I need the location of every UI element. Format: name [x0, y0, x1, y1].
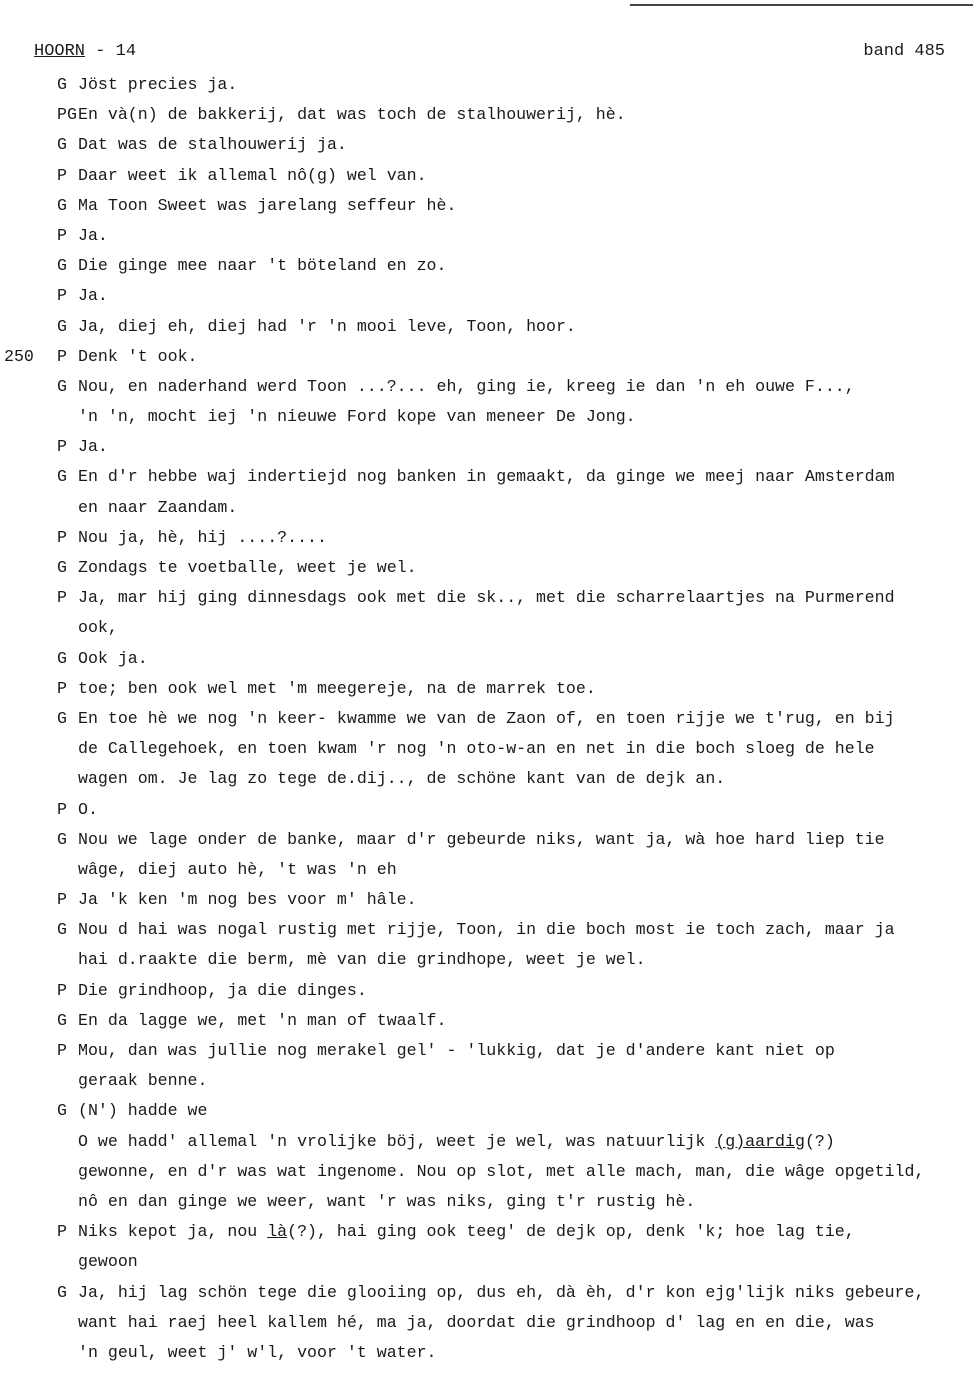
transcript-line: [0, 1308, 973, 1338]
speaker-label: P: [57, 346, 67, 366]
transcript-line: [0, 342, 973, 372]
utterance-text: En và(n) de bakkerij, dat was toch de stalhouwerij, hè.: [78, 105, 626, 125]
speaker-label: P: [57, 1222, 67, 1242]
utterance-text: Ja.: [78, 225, 108, 245]
utterance-text: Denk 't ook.: [78, 346, 198, 366]
transcript-line: [0, 613, 973, 643]
utterance-text: Nou we lage onder de banke, maar d'r gebeurde niks, want ja, wà hoe hard liep tie: [78, 829, 885, 849]
utterance-text: O.: [78, 799, 98, 819]
utterance-text: Die grindhoop, ja die dinges.: [78, 980, 367, 1000]
transcript-line: [0, 1127, 973, 1157]
utterance-text: wâge, diej auto hè, 't was 'n eh: [78, 859, 397, 879]
utterance-text: hai d.raakte die berm, mè van die grindhope, weet je wel.: [78, 950, 646, 970]
utterance-text: gewoon: [78, 1252, 138, 1272]
utterance-text: Jöst precies ja.: [78, 75, 238, 94]
utterance-text: Mou, dan was jullie nog merakel gel' - 'lukkig, dat je d'andere kant niet op: [78, 1041, 835, 1060]
speaker-label: G: [57, 648, 67, 668]
speaker-label: PG: [57, 105, 77, 125]
transcript-line: [0, 855, 973, 885]
transcript-line: [0, 100, 973, 130]
utterance-text: Ook ja.: [78, 648, 148, 668]
transcript-line: [0, 402, 973, 432]
utterance-text: Nou, en naderhand werd Toon ...?... eh, ging ie, kreeg ie dan 'n eh ouwe F...,: [78, 376, 855, 396]
utterance-text: Nou d hai was nogal rustig met rijje, Toon, in die boch most ie toch zach, maar ja: [78, 920, 895, 940]
utterance-text: Daar weet ik allemal nô(g) wel van.: [78, 165, 427, 185]
utterance-text: [78, 1127, 835, 1157]
speaker-label: G: [57, 376, 67, 396]
top-rule: [630, 4, 973, 6]
utterance-text: En toe hè we nog 'n keer- kwamme we van de Zaon of, en toen rijje we t'rug, en bij: [78, 708, 895, 728]
transcript-line: [0, 704, 973, 734]
speaker-label: G: [57, 75, 67, 94]
utterance-text: toe; ben ook wel met 'm meegereje, na de marrek toe.: [78, 678, 596, 698]
transcript-line: [0, 493, 973, 523]
speaker-label: P: [57, 588, 67, 608]
transcript-line: [0, 70, 973, 100]
speaker-label: P: [57, 890, 67, 910]
transcript-line: [0, 191, 973, 221]
transcript-line: [0, 945, 973, 975]
transcript-line: [0, 130, 973, 160]
speaker-label: G: [57, 1010, 67, 1030]
utterance-text: 'n 'n, mocht iej 'n nieuwe Ford kope van meneer De Jong.: [78, 407, 636, 427]
transcript-line: [0, 161, 973, 191]
transcript-line: [0, 885, 973, 915]
transcript: [0, 70, 973, 1368]
speaker-label: P: [57, 437, 67, 457]
transcript-line: [0, 583, 973, 613]
page-header-title: [34, 42, 136, 61]
utterance-fragment: O we hadd' allemal 'n vrolijke böj, weet je wel, was natuurlijk: [78, 1131, 716, 1151]
speaker-label: P: [57, 1041, 67, 1060]
speaker-label: P: [57, 286, 67, 306]
transcript-line: [0, 1036, 973, 1066]
transcript-line: [0, 1338, 973, 1368]
header-page-number: - 14: [85, 42, 137, 61]
transcript-line: [0, 764, 973, 794]
speaker-label: P: [57, 799, 67, 819]
speaker-label: G: [57, 920, 67, 940]
underlined-word: là: [267, 1222, 288, 1242]
header-place: HOORN: [34, 42, 86, 61]
transcript-line: [0, 825, 973, 855]
utterance-text: 'n geul, weet j' w'l, voor 't water.: [78, 1342, 437, 1362]
speaker-label: P: [57, 165, 67, 185]
speaker-label: P: [57, 678, 67, 698]
transcript-line: [0, 734, 973, 764]
utterance-text: En d'r hebbe waj indertiejd nog banken in gemaakt, da ginge we meej naar Amsterdam: [78, 467, 895, 487]
speaker-label: G: [57, 708, 67, 728]
transcript-line: [0, 432, 973, 462]
speaker-label: G: [57, 829, 67, 849]
speaker-label: G: [57, 467, 67, 487]
utterance-text: geraak benne.: [78, 1071, 208, 1091]
transcript-line: [0, 553, 973, 583]
transcript-line: [0, 1066, 973, 1096]
speaker-label: P: [57, 980, 67, 1000]
utterance-text: Ja 'k ken 'm nog bes voor m' hâle.: [78, 890, 417, 910]
utterance-text: Ja, diej eh, diej had 'r 'n mooi leve, Toon, hoor.: [78, 316, 576, 336]
transcript-line: [0, 462, 973, 492]
transcript-line: [0, 312, 973, 342]
speaker-label: G: [57, 316, 67, 336]
transcript-line: [0, 644, 973, 674]
utterance-text: [78, 1217, 855, 1247]
speaker-label: G: [57, 256, 67, 276]
transcript-line: [0, 221, 973, 251]
transcript-line: [0, 1006, 973, 1036]
line-number: 250: [4, 346, 34, 366]
utterance-text: gewonne, en d'r was wat ingenome. Nou op slot, met alle mach, man, die wâge opgetild,: [78, 1161, 925, 1181]
speaker-label: G: [57, 135, 67, 155]
utterance-text: en naar Zaandam.: [78, 497, 238, 517]
speaker-label: G: [57, 195, 67, 215]
utterance-text: Ma Toon Sweet was jarelang seffeur hè.: [78, 195, 457, 215]
utterance-text: (N') hadde we: [78, 1101, 208, 1121]
band-label: band 485: [863, 42, 945, 61]
utterance-fragment: Niks kepot ja, nou: [78, 1222, 268, 1242]
transcript-line: [0, 1278, 973, 1308]
utterance-text: nô en dan ginge we weer, want 'r was niks, ging t'r rustig hè.: [78, 1191, 696, 1211]
transcript-line: [0, 1096, 973, 1126]
utterance-text: Dat was de stalhouwerij ja.: [78, 135, 347, 155]
speaker-label: G: [57, 1101, 67, 1121]
utterance-text: Die ginge mee naar 't böteland en zo.: [78, 256, 447, 276]
utterance-fragment: (?): [804, 1131, 835, 1151]
underlined-word: (g)aardig: [715, 1131, 805, 1151]
utterance-text: Zondags te voetballe, weet je wel.: [78, 558, 417, 577]
transcript-line: [0, 915, 973, 945]
transcript-line: [0, 1157, 973, 1187]
transcript-line: [0, 976, 973, 1006]
utterance-text: wagen om. Je lag zo tege de.dij.., de schöne kant van de dejk an.: [78, 769, 726, 789]
utterance-text: want hai raej heel kallem hé, ma ja, doordat die grindhoop d' lag en en die, was: [78, 1312, 875, 1332]
transcript-line: [0, 674, 973, 704]
transcript-line: [0, 1217, 973, 1247]
transcript-line: [0, 795, 973, 825]
utterance-text: de Callegehoek, en toen kwam 'r nog 'n oto-w-an en net in die boch sloeg de hele: [78, 739, 875, 759]
speaker-label: G: [57, 558, 67, 577]
speaker-label: P: [57, 225, 67, 245]
utterance-fragment: (?), hai ging ook teeg' de dejk op, denk 'k; hoe lag tie,: [287, 1222, 855, 1242]
utterance-text: ook,: [78, 618, 118, 638]
transcript-line: [0, 251, 973, 281]
utterance-text: Ja.: [78, 437, 108, 457]
utterance-text: En da lagge we, met 'n man of twaalf.: [78, 1010, 447, 1030]
speaker-label: P: [57, 527, 67, 547]
utterance-text: Nou ja, hè, hij ....?....: [78, 527, 327, 547]
transcript-line: [0, 523, 973, 553]
utterance-text: Ja, hij lag schön tege die glooiing op, dus eh, dà èh, d'r kon ejg'lijk niks gebeure,: [78, 1282, 925, 1302]
transcript-line: [0, 372, 973, 402]
utterance-text: Ja, mar hij ging dinnesdags ook met die sk.., met die scharrelaartjes na Purmerend: [78, 588, 895, 608]
transcript-line: [0, 1187, 973, 1217]
utterance-text: Ja.: [78, 286, 108, 306]
transcript-line: [0, 281, 973, 311]
transcript-line: [0, 1247, 973, 1277]
speaker-label: G: [57, 1282, 67, 1302]
